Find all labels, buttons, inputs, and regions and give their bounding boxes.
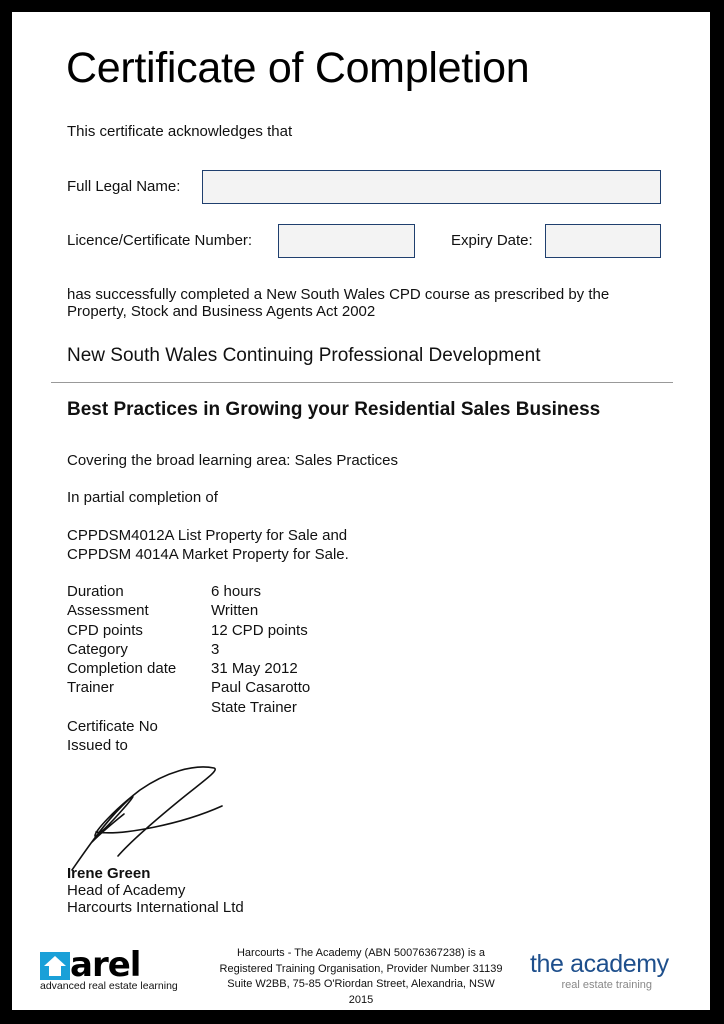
detail-value: 12 CPD points	[211, 621, 308, 639]
completion-line-1: has successfully completed a New South Wales CPD course as prescribed by the	[67, 286, 610, 303]
divider	[51, 382, 673, 383]
house-icon	[40, 952, 70, 980]
arel-logo-mark	[40, 945, 178, 985]
detail-label: Duration	[67, 583, 124, 600]
learning-area: Covering the broad learning area: Sales Practices	[67, 452, 399, 469]
detail-value: Paul Casarotto	[211, 679, 311, 697]
details-table	[67, 582, 310, 756]
partial-completion: In partial completion of	[67, 489, 218, 506]
certificate-page	[12, 12, 710, 1010]
licence-number-field[interactable]	[278, 224, 415, 258]
expiry-date-field[interactable]	[545, 224, 661, 258]
detail-label: Trainer	[67, 679, 114, 697]
detail-label: Issued to	[67, 737, 128, 755]
academy-tagline: real estate training	[561, 979, 652, 991]
rto-line: Suite W2BB, 75-85 O'Riordan Street, Alexandria, NSW 2015	[227, 978, 495, 1006]
full-name-label: Full Legal Name:	[67, 178, 181, 195]
detail-value: Written	[211, 602, 259, 620]
rto-line: Registered Training Organisation, Provider Number 31139	[219, 962, 503, 975]
course-title: Best Practices in Growing your Residential Sales Business	[67, 399, 601, 420]
detail-row-category	[67, 640, 310, 659]
full-name-field[interactable]	[202, 170, 661, 204]
detail-value: 3	[211, 640, 220, 658]
detail-row-duration	[67, 582, 310, 601]
detail-row-cpd-points	[67, 621, 310, 640]
rto-line: Harcourts - The Academy (ABN 50076367238) is a	[236, 947, 486, 959]
program-name: New South Wales Continuing Professional Development	[67, 345, 541, 366]
academy-logo	[530, 950, 690, 991]
detail-label	[67, 698, 211, 717]
detail-row-assessment	[67, 601, 310, 620]
unit-list	[67, 526, 349, 564]
detail-value: State Trainer	[211, 698, 297, 716]
detail-row-completion-date	[67, 659, 310, 678]
detail-label: Certificate No	[67, 718, 158, 736]
detail-value: 31 May 2012	[211, 660, 298, 678]
signatory-name: Irene Green	[67, 865, 151, 882]
signatory-role: Head of Academy	[67, 882, 186, 899]
detail-label: CPD points	[67, 621, 143, 639]
completion-line-2: Property, Stock and Business Agents Act 2002	[67, 303, 376, 320]
page-title: Certificate of Completion	[66, 44, 530, 92]
detail-label: Category	[67, 640, 128, 658]
arel-tagline: advanced real estate learning	[40, 980, 178, 992]
detail-label: Assessment	[67, 602, 149, 620]
unit-line: CPPDSM4012A List Property for Sale and	[67, 527, 348, 544]
intro-text: This certificate acknowledges that	[67, 123, 293, 140]
signature-graphic	[62, 762, 232, 877]
detail-value: 6 hours	[211, 583, 262, 600]
detail-row-issued-to	[67, 736, 310, 755]
rto-statement	[218, 946, 504, 1008]
detail-row-trainer	[67, 678, 310, 697]
unit-line: CPPDSM 4014A Market Property for Sale.	[67, 546, 349, 563]
completion-statement	[67, 286, 667, 320]
licence-label: Licence/Certificate Number:	[67, 232, 253, 249]
detail-label: Completion date	[67, 660, 177, 678]
signatory-block	[67, 865, 244, 916]
detail-row-certificate-no	[67, 717, 310, 736]
detail-row-trainer-title	[67, 698, 310, 717]
expiry-label: Expiry Date:	[451, 232, 533, 249]
signatory-org: Harcourts International Ltd	[67, 899, 244, 916]
arel-logo	[40, 945, 178, 992]
arel-wordmark: arel	[70, 945, 141, 985]
academy-wordmark: the academy	[530, 950, 669, 978]
